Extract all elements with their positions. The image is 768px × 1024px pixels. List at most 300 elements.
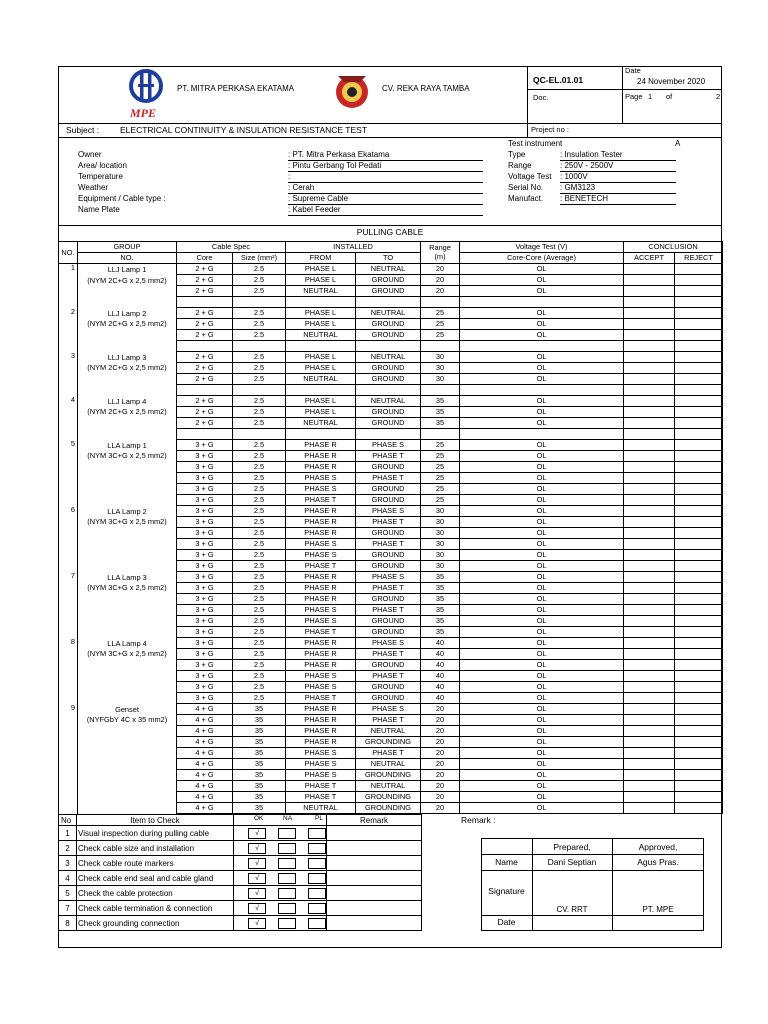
range-cell: 20 <box>421 748 460 759</box>
size-cell: 2.5 <box>233 275 286 286</box>
range-cell: 25 <box>421 440 460 451</box>
from-cell: PHASE R <box>286 462 356 473</box>
range-cell: 20 <box>421 759 460 770</box>
na-checkbox[interactable] <box>278 858 296 869</box>
reject-cell <box>675 308 723 319</box>
na-checkbox[interactable] <box>278 828 296 839</box>
subject-value: ELECTRICAL CONTINUITY & INSULATION RESISTANCE TEST <box>120 125 368 135</box>
range-cell: 30 <box>421 363 460 374</box>
to-cell: GROUND <box>356 462 421 473</box>
from-cell: PHASE S <box>286 682 356 693</box>
from-cell: PHASE S <box>286 770 356 781</box>
from-cell: PHASE L <box>286 396 356 407</box>
ok-checkbox[interactable]: √ <box>248 873 266 884</box>
checklist-no: 8 <box>59 916 77 931</box>
range-cell: 35 <box>421 616 460 627</box>
pl-checkbox[interactable] <box>308 918 326 929</box>
group-name: LLA Lamp 2 (NYM 3C+G x 2,5 mm2) <box>78 506 177 572</box>
reject-cell <box>675 803 723 814</box>
result-cell: OL <box>460 495 624 506</box>
to-cell: PHASE S <box>356 506 421 517</box>
range-cell: 20 <box>421 792 460 803</box>
reject-cell <box>675 649 723 660</box>
reject-cell <box>675 737 723 748</box>
to-cell: GROUND <box>356 363 421 374</box>
to-cell: NEUTRAL <box>356 396 421 407</box>
from-cell: PHASE L <box>286 264 356 275</box>
core-cell: 3 + G <box>177 517 233 528</box>
accept-cell <box>624 484 675 495</box>
from-cell: PHASE L <box>286 319 356 330</box>
core-cell: 2 + G <box>177 396 233 407</box>
accept-cell <box>624 726 675 737</box>
accept-cell <box>624 440 675 451</box>
core-cell: 3 + G <box>177 451 233 462</box>
result-cell: OL <box>460 671 624 682</box>
range-cell: 30 <box>421 517 460 528</box>
range-cell: 20 <box>421 770 460 781</box>
result-cell: OL <box>460 737 624 748</box>
from-cell: PHASE S <box>286 473 356 484</box>
to-cell: GROUND <box>356 418 421 429</box>
size-cell: 2.5 <box>233 418 286 429</box>
reject-cell <box>675 594 723 605</box>
result-cell: OL <box>460 484 624 495</box>
to-cell: PHASE S <box>356 572 421 583</box>
group-name: LLA Lamp 4 (NYM 3C+G x 2,5 mm2) <box>78 638 177 704</box>
range-cell: 35 <box>421 407 460 418</box>
table-row <box>59 638 723 649</box>
to-cell: GROUND <box>356 319 421 330</box>
size-cell: 2.5 <box>233 286 286 297</box>
core-cell: 3 + G <box>177 671 233 682</box>
reject-cell <box>675 418 723 429</box>
from-cell: PHASE L <box>286 308 356 319</box>
checklist-item: Check cable size and installation <box>77 841 234 856</box>
size-cell: 2.5 <box>233 308 286 319</box>
size-cell: 2.5 <box>233 352 286 363</box>
to-cell: GROUND <box>356 286 421 297</box>
na-checkbox[interactable] <box>278 873 296 884</box>
group-number: 4 <box>59 396 78 440</box>
header-installed: INSTALLED <box>286 242 421 253</box>
core-cell: 2 + G <box>177 275 233 286</box>
reject-cell <box>675 638 723 649</box>
table-row <box>59 440 723 451</box>
na-checkbox[interactable] <box>278 903 296 914</box>
size-cell: 2.5 <box>233 583 286 594</box>
reject-cell <box>675 275 723 286</box>
accept-cell <box>624 583 675 594</box>
group-name: LLJ Lamp 3 (NYM 2C+G x 2,5 mm2) <box>78 352 177 396</box>
ok-checkbox[interactable]: √ <box>248 828 266 839</box>
result-cell: OL <box>460 594 624 605</box>
size-cell: 2.5 <box>233 396 286 407</box>
ok-checkbox[interactable]: √ <box>248 918 266 929</box>
result-cell: OL <box>460 759 624 770</box>
checklist-row <box>59 856 422 871</box>
group-number: 6 <box>59 506 78 572</box>
result-cell: OL <box>460 605 624 616</box>
checklist-row <box>59 901 422 916</box>
prepared-name: Dani Septian <box>547 857 597 867</box>
size-cell: 2.5 <box>233 616 286 627</box>
reject-cell <box>675 286 723 297</box>
group-name: LLJ Lamp 2 (NYM 2C+G x 2,5 mm2) <box>78 308 177 352</box>
reject-cell <box>675 462 723 473</box>
range-cell: 20 <box>421 275 460 286</box>
to-cell: PHASE T <box>356 539 421 550</box>
checklist-item: Visual inspection during pulling cable <box>77 826 234 841</box>
core-cell: 2 + G <box>177 319 233 330</box>
to-cell: NEUTRAL <box>356 726 421 737</box>
company-right-name: CV. REKA RAYA TAMBA <box>382 84 470 93</box>
size-cell: 2.5 <box>233 572 286 583</box>
checklist-header-pl: PL <box>315 815 323 822</box>
core-cell: 2 + G <box>177 407 233 418</box>
from-cell: PHASE S <box>286 759 356 770</box>
result-cell: OL <box>460 693 624 704</box>
checklist-remark <box>327 871 422 886</box>
core-cell: 4 + G <box>177 737 233 748</box>
from-cell: PHASE S <box>286 748 356 759</box>
core-cell: 2 + G <box>177 330 233 341</box>
core-cell: 3 + G <box>177 495 233 506</box>
ok-checkbox[interactable]: √ <box>248 858 266 869</box>
from-cell: PHASE R <box>286 451 356 462</box>
pulling-cable-table <box>58 241 723 814</box>
core-cell: 4 + G <box>177 748 233 759</box>
reject-cell <box>675 792 723 803</box>
accept-cell <box>624 418 675 429</box>
from-cell: PHASE R <box>286 649 356 660</box>
accept-cell <box>624 803 675 814</box>
accept-cell <box>624 715 675 726</box>
size-cell: 35 <box>233 781 286 792</box>
from-cell: PHASE L <box>286 275 356 286</box>
to-cell: GROUND <box>356 484 421 495</box>
size-cell: 2.5 <box>233 495 286 506</box>
group-number: 9 <box>59 704 78 814</box>
to-cell: GROUND <box>356 275 421 286</box>
range-cell: 35 <box>421 396 460 407</box>
size-cell: 2.5 <box>233 462 286 473</box>
date-sign-label: Date <box>497 917 516 927</box>
accept-cell <box>624 660 675 671</box>
checklist-item: Check the cable protection <box>77 886 234 901</box>
from-cell: PHASE S <box>286 484 356 495</box>
size-cell: 2.5 <box>233 264 286 275</box>
to-cell: PHASE T <box>356 671 421 682</box>
reject-cell <box>675 330 723 341</box>
range-cell: 30 <box>421 506 460 517</box>
result-cell: OL <box>460 319 624 330</box>
na-checkbox[interactable] <box>278 888 296 899</box>
group-number: 2 <box>59 308 78 352</box>
result-cell: OL <box>460 473 624 484</box>
size-cell: 2.5 <box>233 638 286 649</box>
size-cell: 2.5 <box>233 594 286 605</box>
core-cell: 3 + G <box>177 572 233 583</box>
project-label: Project no : <box>531 125 569 134</box>
size-cell: 35 <box>233 792 286 803</box>
from-cell: PHASE R <box>286 583 356 594</box>
prepared-org: CV. RRT <box>556 905 588 914</box>
prepared-label: Prepared, <box>553 842 591 852</box>
core-cell: 3 + G <box>177 561 233 572</box>
result-cell: OL <box>460 352 624 363</box>
from-cell: PHASE L <box>286 407 356 418</box>
core-cell: 3 + G <box>177 539 233 550</box>
core-cell: 3 + G <box>177 550 233 561</box>
group-number: 1 <box>59 264 78 308</box>
checklist-row <box>59 826 422 841</box>
result-cell: OL <box>460 792 624 803</box>
reject-cell <box>675 616 723 627</box>
checklist-no: 5 <box>59 886 77 901</box>
from-cell: PHASE R <box>286 715 356 726</box>
reject-cell <box>675 396 723 407</box>
checklist-row <box>59 871 422 886</box>
reject-cell <box>675 352 723 363</box>
core-cell: 3 + G <box>177 473 233 484</box>
range-cell: 35 <box>421 605 460 616</box>
core-cell: 4 + G <box>177 715 233 726</box>
result-cell: OL <box>460 649 624 660</box>
group-name: Genset (NYFGbY 4C x 35 mm2) <box>78 704 177 814</box>
from-cell: PHASE L <box>286 352 356 363</box>
header-range-unit: (m) <box>421 253 460 264</box>
accept-cell <box>624 473 675 484</box>
core-cell: 2 + G <box>177 352 233 363</box>
accept-cell <box>624 572 675 583</box>
result-cell: OL <box>460 682 624 693</box>
reject-cell <box>675 682 723 693</box>
core-cell: 3 + G <box>177 627 233 638</box>
header-from: FROM <box>286 253 356 264</box>
range-cell: 25 <box>421 473 460 484</box>
size-cell: 2.5 <box>233 363 286 374</box>
approved-name: Agus Pras. <box>637 857 679 867</box>
accept-cell <box>624 275 675 286</box>
core-cell: 3 + G <box>177 649 233 660</box>
ok-checkbox[interactable]: √ <box>248 903 266 914</box>
size-cell: 2.5 <box>233 605 286 616</box>
core-cell: 2 + G <box>177 308 233 319</box>
size-cell: 2.5 <box>233 440 286 451</box>
checklist-row <box>59 916 422 931</box>
size-cell: 35 <box>233 726 286 737</box>
checklist-header-no: No <box>59 815 77 826</box>
to-cell: PHASE T <box>356 451 421 462</box>
core-cell: 4 + G <box>177 759 233 770</box>
accept-cell <box>624 352 675 363</box>
accept-cell <box>624 451 675 462</box>
header-range: Range <box>421 242 460 253</box>
from-cell: PHASE R <box>286 704 356 715</box>
checklist-item: Check cable end seal and cable gland <box>77 871 234 886</box>
accept-cell <box>624 616 675 627</box>
pl-checkbox[interactable] <box>308 873 326 884</box>
group-number: 8 <box>59 638 78 704</box>
from-cell: PHASE S <box>286 616 356 627</box>
range-cell: 35 <box>421 594 460 605</box>
reject-cell <box>675 440 723 451</box>
core-cell: 2 + G <box>177 286 233 297</box>
size-cell: 2.5 <box>233 660 286 671</box>
accept-cell <box>624 396 675 407</box>
group-name: LLJ Lamp 4 (NYM 2C+G x 2,5 mm2) <box>78 396 177 440</box>
checklist-remark <box>327 886 422 901</box>
to-cell: GROUNDING <box>356 803 421 814</box>
pl-checkbox[interactable] <box>308 888 326 899</box>
header-core-core: Core-Core (Average) <box>460 253 624 264</box>
size-cell: 35 <box>233 759 286 770</box>
size-cell: 35 <box>233 737 286 748</box>
table-row <box>59 572 723 583</box>
accept-cell <box>624 759 675 770</box>
size-cell: 2.5 <box>233 319 286 330</box>
size-cell: 2.5 <box>233 517 286 528</box>
doc-label: Doc. <box>533 93 549 102</box>
header-accept: ACCEPT <box>624 253 675 264</box>
page-label: Page <box>625 92 643 101</box>
reject-cell <box>675 506 723 517</box>
result-cell: OL <box>460 583 624 594</box>
size-cell: 2.5 <box>233 506 286 517</box>
checklist-header-na: NA <box>283 815 293 822</box>
result-cell: OL <box>460 539 624 550</box>
size-cell: 35 <box>233 715 286 726</box>
core-cell: 3 + G <box>177 462 233 473</box>
accept-cell <box>624 737 675 748</box>
to-cell: PHASE T <box>356 715 421 726</box>
from-cell: NEUTRAL <box>286 330 356 341</box>
checklist-remark <box>327 841 422 856</box>
approved-org: PT. MPE <box>642 905 674 914</box>
group-number: 7 <box>59 572 78 638</box>
accept-cell <box>624 704 675 715</box>
accept-cell <box>624 649 675 660</box>
checklist-no: 7 <box>59 901 77 916</box>
to-cell: GROUND <box>356 616 421 627</box>
result-cell: OL <box>460 275 624 286</box>
to-cell: GROUND <box>356 660 421 671</box>
reject-cell <box>675 407 723 418</box>
accept-cell <box>624 748 675 759</box>
from-cell: NEUTRAL <box>286 374 356 385</box>
table-row <box>59 396 723 407</box>
from-cell: PHASE R <box>286 572 356 583</box>
result-cell: OL <box>460 550 624 561</box>
to-cell: PHASE T <box>356 583 421 594</box>
range-cell: 40 <box>421 671 460 682</box>
group-name: LLJ Lamp 1 (NYM 2C+G x 2,5 mm2) <box>78 264 177 308</box>
from-cell: PHASE T <box>286 627 356 638</box>
checklist-item: Check cable termination & connection <box>77 901 234 916</box>
accept-cell <box>624 605 675 616</box>
na-checkbox[interactable] <box>278 918 296 929</box>
header-core: Core <box>177 253 233 264</box>
page-of: of <box>666 92 673 101</box>
range-cell: 35 <box>421 583 460 594</box>
accept-cell <box>624 506 675 517</box>
pl-checkbox[interactable] <box>308 903 326 914</box>
reject-cell <box>675 561 723 572</box>
table-row <box>59 308 723 319</box>
reject-cell <box>675 484 723 495</box>
accept-cell <box>624 528 675 539</box>
to-cell: PHASE S <box>356 440 421 451</box>
to-cell: GROUND <box>356 594 421 605</box>
result-cell: OL <box>460 462 624 473</box>
checklist-header-item: Item to Check <box>77 815 234 826</box>
core-cell: 2 + G <box>177 374 233 385</box>
result-cell: OL <box>460 572 624 583</box>
to-cell: GROUNDING <box>356 770 421 781</box>
range-cell: 20 <box>421 286 460 297</box>
result-cell: OL <box>460 440 624 451</box>
checklist-no: 1 <box>59 826 77 841</box>
range-cell: 30 <box>421 528 460 539</box>
accept-cell <box>624 770 675 781</box>
pl-checkbox[interactable] <box>308 843 326 854</box>
table-row <box>59 352 723 363</box>
rrt-logo-icon <box>330 68 374 112</box>
to-cell: GROUND <box>356 627 421 638</box>
header-to: TO <box>356 253 421 264</box>
checklist-remark <box>327 856 422 871</box>
reject-cell <box>675 363 723 374</box>
to-cell: NEUTRAL <box>356 264 421 275</box>
core-cell: 4 + G <box>177 803 233 814</box>
accept-cell <box>624 682 675 693</box>
result-cell: OL <box>460 770 624 781</box>
core-cell: 3 + G <box>177 583 233 594</box>
na-checkbox[interactable] <box>278 843 296 854</box>
result-cell: OL <box>460 660 624 671</box>
to-cell: GROUND <box>356 407 421 418</box>
pl-checkbox[interactable] <box>308 858 326 869</box>
to-cell: PHASE T <box>356 605 421 616</box>
pl-checkbox[interactable] <box>308 828 326 839</box>
size-cell: 2.5 <box>233 682 286 693</box>
reject-cell <box>675 781 723 792</box>
subject-label: Subject : <box>66 125 100 135</box>
size-cell: 2.5 <box>233 539 286 550</box>
checklist-remark <box>327 901 422 916</box>
to-cell: PHASE S <box>356 638 421 649</box>
ok-checkbox[interactable]: √ <box>248 888 266 899</box>
group-name: LLA Lamp 1 (NYM 3C+G x 2,5 mm2) <box>78 440 177 506</box>
reject-cell <box>675 770 723 781</box>
to-cell: GROUND <box>356 330 421 341</box>
result-cell: OL <box>460 627 624 638</box>
range-cell: 35 <box>421 418 460 429</box>
accept-cell <box>624 264 675 275</box>
size-cell: 2.5 <box>233 330 286 341</box>
to-cell: NEUTRAL <box>356 308 421 319</box>
checklist-header-remark: Remark <box>327 815 422 826</box>
ok-checkbox[interactable]: √ <box>248 843 266 854</box>
date-label: Date <box>625 66 641 75</box>
reject-cell <box>675 748 723 759</box>
checklist-table <box>58 814 422 931</box>
range-cell: 25 <box>421 484 460 495</box>
range-cell: 40 <box>421 660 460 671</box>
from-cell: PHASE L <box>286 363 356 374</box>
size-cell: 2.5 <box>233 374 286 385</box>
